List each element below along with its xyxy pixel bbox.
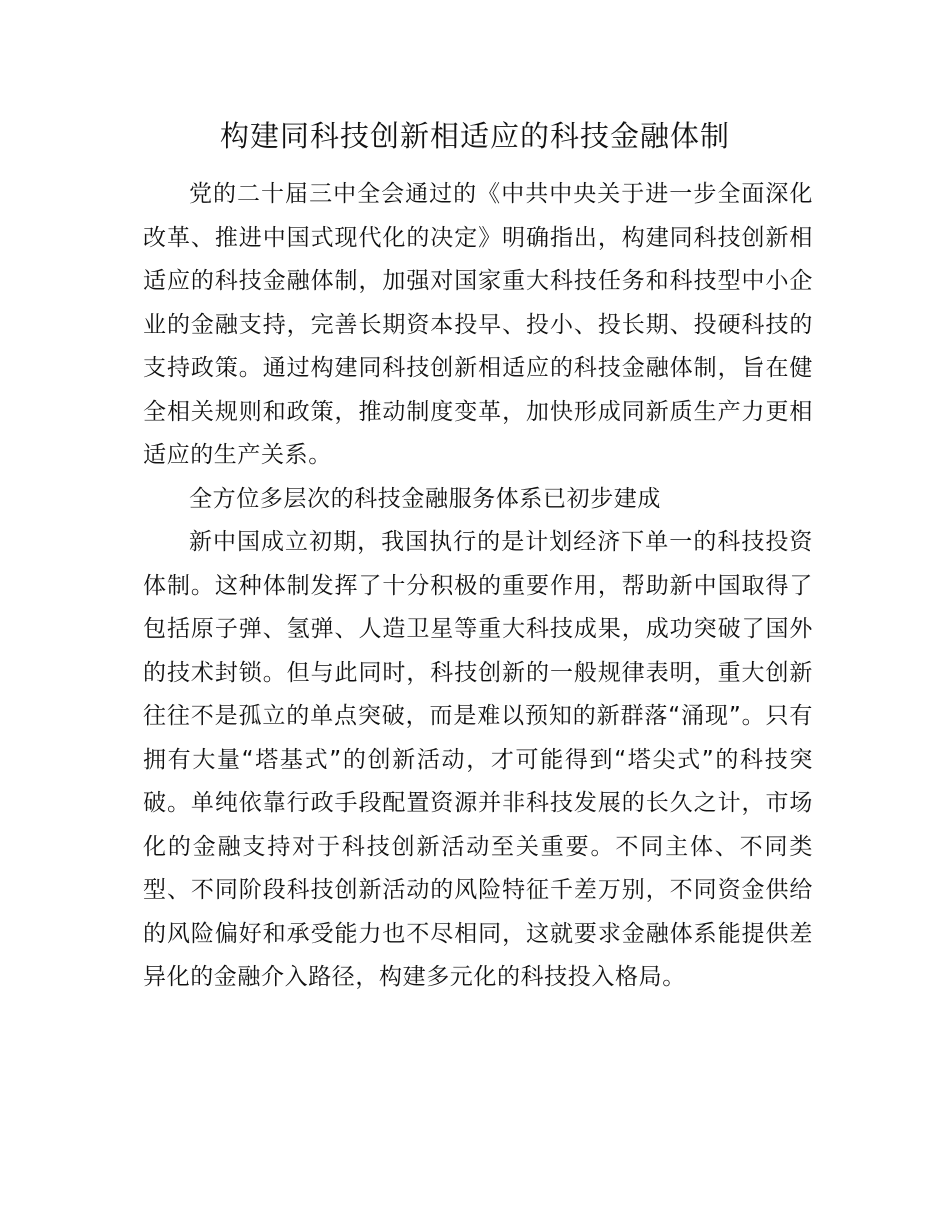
document-body <box>143 173 813 1000</box>
document-title: 构建同科技创新相适应的科技金融体制 <box>219 119 730 153</box>
paragraph-history: 新中国成立初期，我国执行的是计划经济下单一的科技投资体制。这种体制发挥了十分积极的重要作用，帮助新中国取得了包括原子弹、氢弹、人造卫星等重大科技成果，成功突破了国外的技术封锁。但与此同时，科技创新的一般规律表明，重大创新往往不是孤立的单点突破，而是难以预知的新群落“涌现”。只有拥有大量“塔基式”的创新活动，才可能得到“塔尖式”的科技突破。单纯依靠行政手段配置资源并非科技发展的长久之计，市场化的金融支持对于科技创新活动至关重要。不同主体、不同类型、不同阶段科技创新活动的风险特征千差万别，不同资金供给的风险偏好和承受能力也不尽相同，这就要求金融体系能提供差异化的金融介入路径，构建多元化的科技投入格局。 <box>143 529 813 990</box>
section-heading: 全方位多层次的科技金融服务体系已初步建成 <box>189 485 661 512</box>
paragraph-intro: 党的二十届三中全会通过的《中共中央关于进一步全面深化改革、推进中国式现代化的决定》明确指出，构建同科技创新相适应的科技金融体制，加强对国家重大科技任务和科技型中小企业的金融支持，完善长期资本投早、投小、投长期、投硬科技的支持政策。通过构建同科技创新相适应的科技金融体制，旨在健全相关规则和政策，推动制度变革，加快形成同新质生产力更相适应的生产关系。 <box>143 181 813 468</box>
